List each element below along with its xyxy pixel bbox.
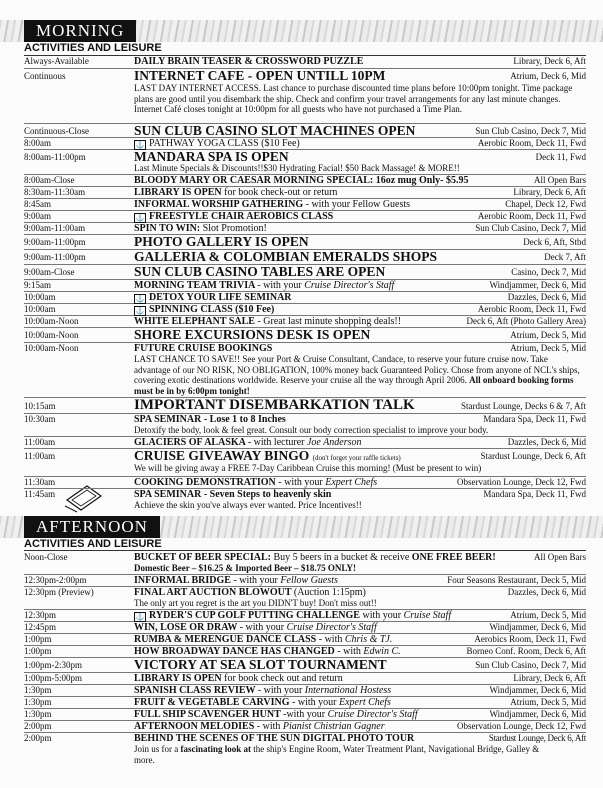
event-row xyxy=(24,697,586,709)
event-time: 9:00am-11:00am xyxy=(24,223,86,233)
event-subtitle: - with xyxy=(318,634,343,645)
event-location: Deck 7, Aft xyxy=(544,252,586,262)
event-location: Windjammer, Deck 6, Mid xyxy=(489,622,586,632)
event-row xyxy=(24,69,586,124)
event-title: CRUISE GIVEAWAY BINGO xyxy=(134,448,310,463)
event-time: 1:00pm xyxy=(24,646,52,656)
event-host: Cruise Staff xyxy=(403,610,452,621)
afternoon-subhead: ACTIVITIES AND LEISURE xyxy=(24,538,162,550)
event-title: PATHWAY YOGA CLASS ($10 Fee) xyxy=(149,138,300,149)
ship-icon: ⚓ xyxy=(135,307,145,315)
event-title: BLOODY MARY OR CAESAR MORNING SPECIAL: 16oz mug Only- $5.95 xyxy=(134,175,469,186)
event-time: 1:00pm-2:30pm xyxy=(24,660,82,670)
event-subtitle: - Great last minute shopping deals!! xyxy=(257,316,402,327)
event-host: Edwin C. xyxy=(363,646,401,657)
event-time: 1:00pm-5:00pm xyxy=(24,673,82,683)
event-time: 12:30pm-2:00pm xyxy=(24,575,87,585)
event-time: 10:30am xyxy=(24,414,56,424)
event-title: WIN, LOSE OR DRAW xyxy=(134,622,238,633)
event-title: SPA SEMINAR xyxy=(134,414,202,425)
event-location: Atrium, Deck 5, Mid xyxy=(510,697,586,707)
event-row xyxy=(24,622,586,634)
event-title: FREESTYLE CHAIR AEROBICS CLASS xyxy=(149,211,334,222)
event-row xyxy=(24,187,586,199)
event-title: PHOTO GALLERY IS OPEN xyxy=(134,234,309,249)
event-row xyxy=(24,610,586,622)
event-time: 10:00am-Noon xyxy=(24,343,79,353)
event-location: Atrium, Deck 5, Mid xyxy=(510,343,586,353)
event-title: SUN CLUB CASINO SLOT MACHINES OPEN xyxy=(134,123,416,138)
event-location: Library, Deck 6, Aft xyxy=(513,56,586,66)
event-title: SPANISH CLASS REVIEW xyxy=(134,685,256,696)
event-row xyxy=(24,477,586,489)
event-title: FUTURE CRUISE BOOKINGS xyxy=(134,343,273,354)
event-description: LAST CHANCE TO SAVE!! See your Port & Cruise Consultant, Candace, to reserve your future cruise now. Take advantage of our NO RISK, NO OBLIGATION, 100% money back Guaranteed Policy. Chose from anyone of NCL's ships, covering exotic destinations worldwide. Reserve your cruise all the way through April 2006. xyxy=(134,354,580,385)
ship-icon: ⚓ xyxy=(135,141,145,149)
event-title: IMPORTANT DISEMBARKATION TALK xyxy=(134,397,415,413)
event-row xyxy=(24,658,586,673)
event-host: Pianist Chistrian Gagner xyxy=(282,721,385,732)
event-subtitle: - with your xyxy=(233,575,278,586)
event-description: the ship's Engine Room, Water Treatment Plant, Navigational Bridge, Galley & more. xyxy=(134,744,540,765)
event-time: 1:30pm xyxy=(24,709,52,719)
event-host: Expert Chefs xyxy=(325,477,378,488)
event-description-lead: Join us for a xyxy=(134,744,179,754)
event-location: Windjammer, Deck 6, Mid xyxy=(489,709,586,719)
event-time: 10:00am-Noon xyxy=(24,330,79,340)
event-title: INFORMAL BRIDGE xyxy=(134,575,231,586)
event-row xyxy=(24,685,586,697)
event-host: Cruise Director's Staff xyxy=(327,709,418,720)
event-subtitle: - with xyxy=(256,721,281,732)
event-location: Four Seasons Restaurant, Deck 5, Mid xyxy=(447,575,586,585)
event-note: (don't forget your raffle tickets) xyxy=(312,454,401,462)
event-row xyxy=(24,721,586,733)
event-description-emphasis: fascinating look at xyxy=(180,744,252,754)
event-title: RUMBA & MERENGUE DANCE CLASS xyxy=(134,634,317,645)
event-time: 8:00am-11:00pm xyxy=(24,152,86,162)
event-title: SHORE EXCURSIONS DESK IS OPEN xyxy=(134,327,371,342)
event-time: Continuous xyxy=(24,71,66,81)
event-time: 9:15am xyxy=(24,280,51,290)
event-row xyxy=(24,250,586,265)
event-location: Casino, Deck 7, Mid xyxy=(511,267,586,277)
morning-subhead: ACTIVITIES AND LEISURE xyxy=(24,42,162,54)
event-host: Cruise Director's Staff xyxy=(286,622,377,633)
event-location: Dazzles, Deck 6, Mid xyxy=(507,587,586,597)
event-location: Aerobic Room, Deck 11, Fwd xyxy=(477,304,586,314)
event-subtitle: for book check-out or return xyxy=(224,187,338,198)
afternoon-title: AFTERNOON xyxy=(24,516,160,538)
event-row xyxy=(24,709,586,721)
event-title: AFTERNOON MELODIES xyxy=(134,721,255,732)
event-location: Sun Club Casino, Deck 7, Mid xyxy=(475,660,586,670)
ship-icon: ⚓ xyxy=(135,214,145,222)
event-subtitle: - with your xyxy=(257,685,303,696)
event-description: We will be giving away a FREE 7-Day Caribbean Cruise this morning! (Must be present to win) xyxy=(134,463,482,473)
event-subtitle: - with your xyxy=(278,477,323,488)
event-time: 8:00am xyxy=(24,138,51,148)
event-location: Chapel, Deck 12, Fwd xyxy=(505,199,586,209)
event-host: Chris & TJ. xyxy=(344,634,393,645)
event-row xyxy=(24,235,586,250)
event-time: Always-Available xyxy=(24,56,89,66)
event-location: Observation Lounge, Deck 12, Fwd xyxy=(457,477,586,487)
event-location: Sun Club Casino, Deck 7, Mid xyxy=(475,223,586,233)
event-title: FULL SHIP SCAVENGER HUNT xyxy=(134,709,281,720)
event-time: 9:00am-11:00pm xyxy=(24,252,86,262)
ship-icon: ⚓ xyxy=(135,613,145,621)
event-row xyxy=(24,150,586,175)
event-location: Borneo Conf. Room, Deck 6, Aft xyxy=(466,646,586,656)
event-location: Windjammer, Deck 6, Mid xyxy=(489,280,586,290)
ship-icon: ⚓ xyxy=(135,295,145,303)
event-title: SPINNING CLASS ($10 Fee) xyxy=(149,304,275,315)
event-location: Atrium, Deck 5, Mid xyxy=(510,610,586,620)
event-location: Aerobic Room, Deck 11, Fwd xyxy=(477,211,586,221)
event-location: All Open Bars xyxy=(534,552,586,562)
event-subtitle: - with your xyxy=(257,280,302,291)
event-subtitle: for book check out and return xyxy=(224,673,343,684)
event-location: Deck 6, Aft (Photo Gallery Area) xyxy=(466,316,586,326)
event-row xyxy=(24,280,586,292)
event-description: LAST DAY INTERNET ACCESS. Last chance to purchase discounted time plans before 10:00pm tonight. Time package plans are good until you disembark the ship. Check and confirm your travel arrangements for any last minute changes. Internet Café closes tonight at 10:00pm for all guests who have not purchased a Time Plan. xyxy=(134,83,573,114)
event-location: Windjammer, Deck 6, Mid xyxy=(489,685,586,695)
event-subtitle: with your xyxy=(362,610,402,621)
event-time: 12:30pm xyxy=(24,610,57,620)
morning-title: MORNING xyxy=(24,20,136,42)
event-location: Stardust Lounge, Deck 6, Aft xyxy=(488,733,586,743)
event-location: Stardust Lounge, Decks 6 & 7, Aft xyxy=(461,401,586,411)
event-description: Detoxify the body, look & feel great. Consult our body correction specialist to improve your body. xyxy=(134,425,489,435)
event-subtitle: - with your Fellow Guests xyxy=(305,199,411,210)
event-time: 1:00pm xyxy=(24,634,52,644)
event-row xyxy=(24,124,586,138)
event-time: 11:30am xyxy=(24,477,56,487)
event-time: 1:30pm xyxy=(24,697,52,707)
event-row xyxy=(24,343,586,398)
event-location: Aerobics Room, Deck 11, Fwd xyxy=(474,634,586,644)
event-title: SPA SEMINAR - Seven Steps to heavenly skin xyxy=(134,489,332,500)
event-host: Cruise Director's Staff xyxy=(304,280,395,291)
event-time: Noon-Close xyxy=(24,552,68,562)
event-row xyxy=(24,414,586,437)
event-row xyxy=(24,552,586,575)
event-location: Mandara Spa, Deck 11, Fwd xyxy=(483,414,586,424)
event-title: WHITE ELEPHANT SALE xyxy=(134,316,255,327)
event-host: International Hostess xyxy=(304,685,392,696)
event-description: The only art you regret is the art you DIDN'T buy! Don't miss out!! xyxy=(134,598,377,608)
event-row xyxy=(24,138,586,150)
event-title: FINAL ART AUCTION BLOWOUT xyxy=(134,587,292,598)
event-time: 11:00am xyxy=(24,437,56,447)
event-location: Observation Lounge, Deck 12, Fwd xyxy=(457,721,586,731)
event-title: MORNING TEAM TRIVIA xyxy=(134,280,255,291)
event-title: INTERNET CAFE - OPEN UNTILL 10PM xyxy=(134,68,386,83)
event-title: FRUIT & VEGETABLE CARVING xyxy=(134,697,290,708)
event-title: HOW BROADWAY DANCE HAS CHANGED xyxy=(134,646,335,657)
event-subtitle: -with your xyxy=(283,709,326,720)
event-subtitle: - with xyxy=(337,646,361,657)
event-time: 2:00pm xyxy=(24,733,52,743)
event-time: Continuous-Close xyxy=(24,126,90,136)
event-row xyxy=(24,328,586,343)
event-description-emphasis: All onboard booking forms must be in by 6:00pm tonight! xyxy=(134,375,574,396)
event-location: Atrium, Deck 6, Mid xyxy=(510,71,586,81)
event-location: Atrium, Deck 5, Mid xyxy=(510,330,586,340)
event-subtitle: - with your xyxy=(239,622,285,633)
event-subtitle: - with your xyxy=(292,697,337,708)
event-description: Last Minute Specials & Discounts!!$30 Hydrating Facial! $50 Back Massage! & MORE!! xyxy=(134,163,460,173)
event-location: Dazzles, Deck 6, Mid xyxy=(507,292,586,302)
event-subtitle: - with lecturer xyxy=(247,437,305,448)
event-title: SUN CLUB CASINO TABLES ARE OPEN xyxy=(134,264,386,279)
event-time: 8:30am-11:30am xyxy=(24,187,86,197)
event-row xyxy=(24,575,586,587)
event-location: Library, Deck 6, Aft xyxy=(513,673,586,683)
event-location: All Open Bars xyxy=(534,175,586,185)
event-description: Domestic Beer – $16.25 & Imported Beer – $18.75 ONLY! xyxy=(134,563,357,573)
event-row xyxy=(24,733,586,767)
event-location: Deck 11, Fwd xyxy=(535,152,586,162)
event-host: Joe Anderson xyxy=(306,437,362,448)
event-time: 1:30pm xyxy=(24,685,52,695)
event-row xyxy=(24,304,586,316)
event-location: Library, Deck 6, Aft xyxy=(513,187,586,197)
event-row xyxy=(24,398,586,414)
event-time: 11:00am xyxy=(24,451,56,461)
event-time: 2:00pm xyxy=(24,721,52,731)
event-title: INFORMAL WORSHIP GATHERING xyxy=(134,199,304,210)
event-title: BUCKET OF BEER SPECIAL: xyxy=(134,552,271,563)
event-time: 10:00am xyxy=(24,304,56,314)
event-title: BEHIND THE SCENES OF THE SUN DIGITAL PHOTO TOUR xyxy=(134,733,415,744)
event-description: Achieve the skin you've always ever wanted. Price Incentives!! xyxy=(134,500,362,510)
event-row xyxy=(24,489,586,511)
event-location: Aerobic Room, Deck 11, Fwd xyxy=(477,138,586,148)
event-location: Mandara Spa, Deck 11, Fwd xyxy=(483,489,586,499)
event-time: 12:30pm (Preview) xyxy=(24,587,94,597)
event-row xyxy=(24,449,586,477)
event-time: 10:00am-Noon xyxy=(24,316,79,326)
event-location: Stardust Lounge, Deck 6, Aft xyxy=(480,451,586,461)
event-time: 8:45am xyxy=(24,199,51,209)
event-title: LIBRARY IS OPEN xyxy=(134,673,222,684)
event-title: DAILY BRAIN TEASER & CROSSWORD PUZZLE xyxy=(134,56,364,67)
event-subtitle: Slot Promotion! xyxy=(202,223,267,234)
event-title: VICTORY AT SEA SLOT TOURNAMENT xyxy=(134,657,387,672)
event-title: RYDER'S CUP GOLF PUTTING CHALLENGE xyxy=(149,610,360,621)
event-time: 8:00am-Close xyxy=(24,175,75,185)
event-title: SPIN TO WIN: xyxy=(134,223,201,234)
event-row xyxy=(24,199,586,211)
event-host: Fellow Guests xyxy=(280,575,338,586)
event-subtitle: Buy 5 beers in a bucket & receive xyxy=(273,552,410,563)
event-row xyxy=(24,292,586,304)
event-title: MANDARA SPA IS OPEN xyxy=(134,149,289,164)
event-title: GLACIERS OF ALASKA xyxy=(134,437,246,448)
event-row xyxy=(24,673,586,685)
event-time: 9:00am-Close xyxy=(24,267,75,277)
event-time: 9:00am-11:00pm xyxy=(24,237,86,247)
event-row xyxy=(24,211,586,223)
divider xyxy=(24,550,586,551)
event-time: 10:15am xyxy=(24,401,56,411)
event-row xyxy=(24,175,586,187)
event-host: Expert Chefs xyxy=(338,697,391,708)
event-location: Dazzles, Deck 6, Mid xyxy=(507,437,586,447)
event-location: Sun Club Casino, Deck 7, Mid xyxy=(475,126,586,136)
event-row xyxy=(24,587,586,610)
event-row xyxy=(24,634,586,646)
event-time: 9:00am xyxy=(24,211,51,221)
event-subtitle: - Lose 1 to 8 Inches xyxy=(203,414,286,425)
event-title-tail: ONE FREE BEER! xyxy=(411,552,496,563)
event-title: GALLERIA & COLOMBIAN EMERALDS SHOPS xyxy=(134,249,438,264)
event-title: COOKING DEMONSTRATION xyxy=(134,477,276,488)
event-row xyxy=(24,265,586,280)
event-subtitle: (Auction 1:15pm) xyxy=(293,587,366,598)
event-title: LIBRARY IS OPEN xyxy=(134,187,222,198)
event-time: 10:00am xyxy=(24,292,56,302)
event-title: DETOX YOUR LIFE SEMINAR xyxy=(149,292,292,303)
event-location: Deck 6, Aft, Stbd xyxy=(523,237,586,247)
event-time: 12:45pm xyxy=(24,622,57,632)
event-time: 11:45am xyxy=(24,489,56,499)
